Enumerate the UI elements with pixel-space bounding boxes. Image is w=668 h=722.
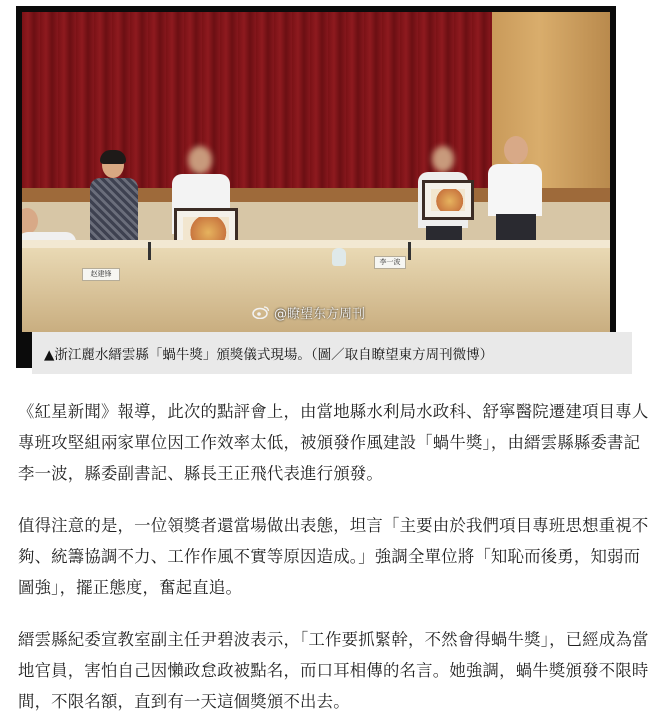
article-paragraph: 《紅星新聞》報導，此次的點評會上，由當地縣水利局水政科、舒寧醫院遷建項目專人專班攻堅組兩家單位因工作效率太低，被頒發作風建設「蝸牛獎」，由縉雲縣縣委書記李一波，縣委副書記、縣長王正飛代表進行頒發。 bbox=[18, 402, 649, 483]
article-paragraph: 縉雲縣紀委宣教室副主任尹碧波表示，「工作要抓緊幹，不然會得蝸牛獎」，已經成為當地官員，害怕自己因懶政怠政被點名，而口耳相傳的名言。她強調，蝸牛獎頒發不限時間，不限名額，直到有一天這個獎頒不出去。 bbox=[18, 630, 649, 711]
news-photo bbox=[16, 6, 616, 368]
microphone bbox=[408, 242, 411, 260]
microphone bbox=[148, 242, 151, 260]
person-official bbox=[484, 136, 546, 256]
photo-caption: ▲浙江麗水縉雲縣「蝸牛獎」頒獎儀式現場。（圖／取自瞭望東方周刊微博） bbox=[44, 347, 494, 363]
award-frame-2 bbox=[422, 180, 474, 220]
watermark-text: @瞭望东方周刊 bbox=[274, 306, 366, 322]
article-paragraph: 值得注意的是，一位領獎者還當場做出表態，坦言「主要由於我們項目專班思想重視不夠、統籌協調不力、工作作風不實等原因造成。」強調全單位將「知恥而後勇，知弱而圖強」，擺正態度，奮起直追。 bbox=[18, 516, 649, 597]
watermark bbox=[252, 302, 365, 322]
nameplate-1: 赵建锋 bbox=[82, 268, 120, 281]
ceremony-photo bbox=[22, 12, 610, 332]
nameplate-2: 李一波 bbox=[374, 256, 406, 269]
vase bbox=[332, 248, 346, 266]
weibo-icon bbox=[252, 305, 270, 319]
photo-caption-bar bbox=[32, 332, 632, 374]
